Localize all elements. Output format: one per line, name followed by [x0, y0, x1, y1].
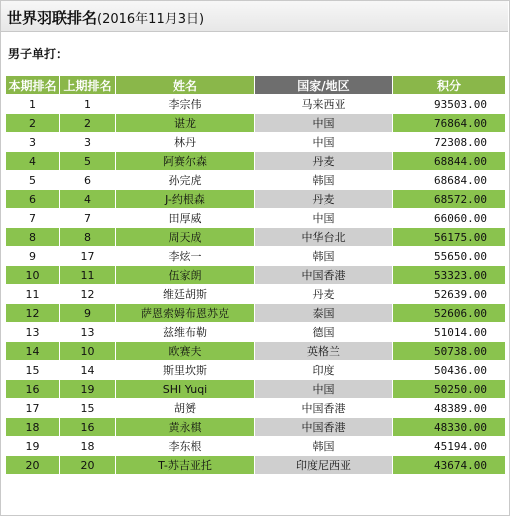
ranking-table [5, 75, 506, 475]
cell-player-name: 谌龙 [116, 114, 254, 132]
cell-current-rank: 8 [6, 228, 59, 246]
table-row [6, 285, 505, 303]
table-row [6, 95, 505, 113]
cell-player-name: 李炫一 [116, 247, 254, 265]
cell-points: 50250.00 [393, 380, 505, 398]
table-body [6, 95, 505, 474]
table-row [6, 323, 505, 341]
cell-player-name: 阿赛尔森 [116, 152, 254, 170]
table-row [6, 266, 505, 284]
cell-player-name: 萨恩索姆布恩苏克 [116, 304, 254, 322]
cell-current-rank: 14 [6, 342, 59, 360]
cell-previous-rank: 10 [60, 342, 115, 360]
cell-player-name: 兹维布勒 [116, 323, 254, 341]
cell-current-rank: 5 [6, 171, 59, 189]
cell-previous-rank: 2 [60, 114, 115, 132]
header-name: 姓名 [116, 76, 254, 94]
cell-previous-rank: 14 [60, 361, 115, 379]
cell-country: 印度尼西亚 [255, 456, 392, 474]
cell-country: 丹麦 [255, 152, 392, 170]
cell-previous-rank: 6 [60, 171, 115, 189]
cell-points: 52639.00 [393, 285, 505, 303]
table-row [6, 228, 505, 246]
cell-points: 45194.00 [393, 437, 505, 455]
cell-points: 51014.00 [393, 323, 505, 341]
cell-points: 48330.00 [393, 418, 505, 436]
cell-player-name: J-约根森 [116, 190, 254, 208]
cell-country: 印度 [255, 361, 392, 379]
header-current-rank: 本期排名 [6, 76, 59, 94]
cell-current-rank: 17 [6, 399, 59, 417]
cell-country: 中国 [255, 133, 392, 151]
table-row [6, 380, 505, 398]
cell-player-name: 斯里坎斯 [116, 361, 254, 379]
title-date: (2016年11月3日) [97, 12, 205, 27]
cell-previous-rank: 13 [60, 323, 115, 341]
cell-points: 68684.00 [393, 171, 505, 189]
table-row [6, 171, 505, 189]
cell-previous-rank: 9 [60, 304, 115, 322]
cell-points: 52606.00 [393, 304, 505, 322]
cell-previous-rank: 1 [60, 95, 115, 113]
cell-country: 丹麦 [255, 285, 392, 303]
table-row [6, 361, 505, 379]
cell-player-name: 林丹 [116, 133, 254, 151]
cell-previous-rank: 17 [60, 247, 115, 265]
cell-points: 66060.00 [393, 209, 505, 227]
cell-points: 53323.00 [393, 266, 505, 284]
cell-player-name: 欧赛夫 [116, 342, 254, 360]
cell-country: 英格兰 [255, 342, 392, 360]
cell-country: 中国 [255, 114, 392, 132]
cell-country: 中国香港 [255, 266, 392, 284]
cell-player-name: 维廷胡斯 [116, 285, 254, 303]
cell-country: 韩国 [255, 437, 392, 455]
cell-country: 泰国 [255, 304, 392, 322]
cell-player-name: 田厚威 [116, 209, 254, 227]
cell-previous-rank: 18 [60, 437, 115, 455]
cell-country: 马来西亚 [255, 95, 392, 113]
table-row [6, 190, 505, 208]
cell-current-rank: 11 [6, 285, 59, 303]
cell-points: 50738.00 [393, 342, 505, 360]
cell-points: 50436.00 [393, 361, 505, 379]
cell-player-name: 周天成 [116, 228, 254, 246]
cell-current-rank: 9 [6, 247, 59, 265]
cell-country: 中国香港 [255, 399, 392, 417]
cell-country: 丹麦 [255, 190, 392, 208]
table-row [6, 437, 505, 455]
cell-current-rank: 6 [6, 190, 59, 208]
cell-country: 韩国 [255, 171, 392, 189]
cell-current-rank: 4 [6, 152, 59, 170]
cell-current-rank: 7 [6, 209, 59, 227]
cell-points: 93503.00 [393, 95, 505, 113]
title-text: 世界羽联排名 [7, 9, 98, 27]
cell-current-rank: 19 [6, 437, 59, 455]
cell-country: 韩国 [255, 247, 392, 265]
cell-points: 72308.00 [393, 133, 505, 151]
cell-current-rank: 16 [6, 380, 59, 398]
cell-previous-rank: 15 [60, 399, 115, 417]
header-bar [1, 1, 508, 32]
table-row [6, 399, 505, 417]
cell-points: 68844.00 [393, 152, 505, 170]
table-row [6, 133, 505, 151]
cell-previous-rank: 16 [60, 418, 115, 436]
cell-player-name: 孙完虎 [116, 171, 254, 189]
cell-points: 43674.00 [393, 456, 505, 474]
cell-previous-rank: 11 [60, 266, 115, 284]
cell-previous-rank: 7 [60, 209, 115, 227]
table-header-row [6, 76, 505, 94]
cell-player-name: 李宗伟 [116, 95, 254, 113]
cell-current-rank: 3 [6, 133, 59, 151]
cell-points: 56175.00 [393, 228, 505, 246]
cell-previous-rank: 3 [60, 133, 115, 151]
table-row [6, 152, 505, 170]
cell-current-rank: 15 [6, 361, 59, 379]
cell-country: 中国香港 [255, 418, 392, 436]
table-row [6, 209, 505, 227]
cell-previous-rank: 12 [60, 285, 115, 303]
cell-player-name: SHI Yuqi [116, 380, 254, 398]
cell-player-name: 黄永棋 [116, 418, 254, 436]
cell-country: 中华台北 [255, 228, 392, 246]
cell-player-name: 李东根 [116, 437, 254, 455]
cell-previous-rank: 19 [60, 380, 115, 398]
cell-points: 55650.00 [393, 247, 505, 265]
header-previous-rank: 上期排名 [60, 76, 115, 94]
cell-current-rank: 12 [6, 304, 59, 322]
cell-player-name: 伍家朗 [116, 266, 254, 284]
cell-country: 中国 [255, 209, 392, 227]
cell-country: 德国 [255, 323, 392, 341]
cell-current-rank: 1 [6, 95, 59, 113]
cell-points: 48389.00 [393, 399, 505, 417]
cell-previous-rank: 8 [60, 228, 115, 246]
table-row [6, 418, 505, 436]
cell-country: 中国 [255, 380, 392, 398]
cell-previous-rank: 4 [60, 190, 115, 208]
cell-player-name: T-苏吉亚托 [116, 456, 254, 474]
table-row [6, 304, 505, 322]
cell-player-name: 胡赟 [116, 399, 254, 417]
page-title [7, 7, 204, 28]
cell-current-rank: 10 [6, 266, 59, 284]
cell-previous-rank: 20 [60, 456, 115, 474]
cell-previous-rank: 5 [60, 152, 115, 170]
cell-points: 68572.00 [393, 190, 505, 208]
table-row [6, 456, 505, 474]
cell-current-rank: 13 [6, 323, 59, 341]
cell-points: 76864.00 [393, 114, 505, 132]
cell-current-rank: 2 [6, 114, 59, 132]
cell-current-rank: 18 [6, 418, 59, 436]
header-country: 国家/地区 [255, 76, 392, 94]
section-label: 男子单打： [8, 47, 69, 61]
table-row [6, 247, 505, 265]
header-points: 积分 [393, 76, 505, 94]
table-row [6, 342, 505, 360]
cell-current-rank: 20 [6, 456, 59, 474]
table-row [6, 114, 505, 132]
